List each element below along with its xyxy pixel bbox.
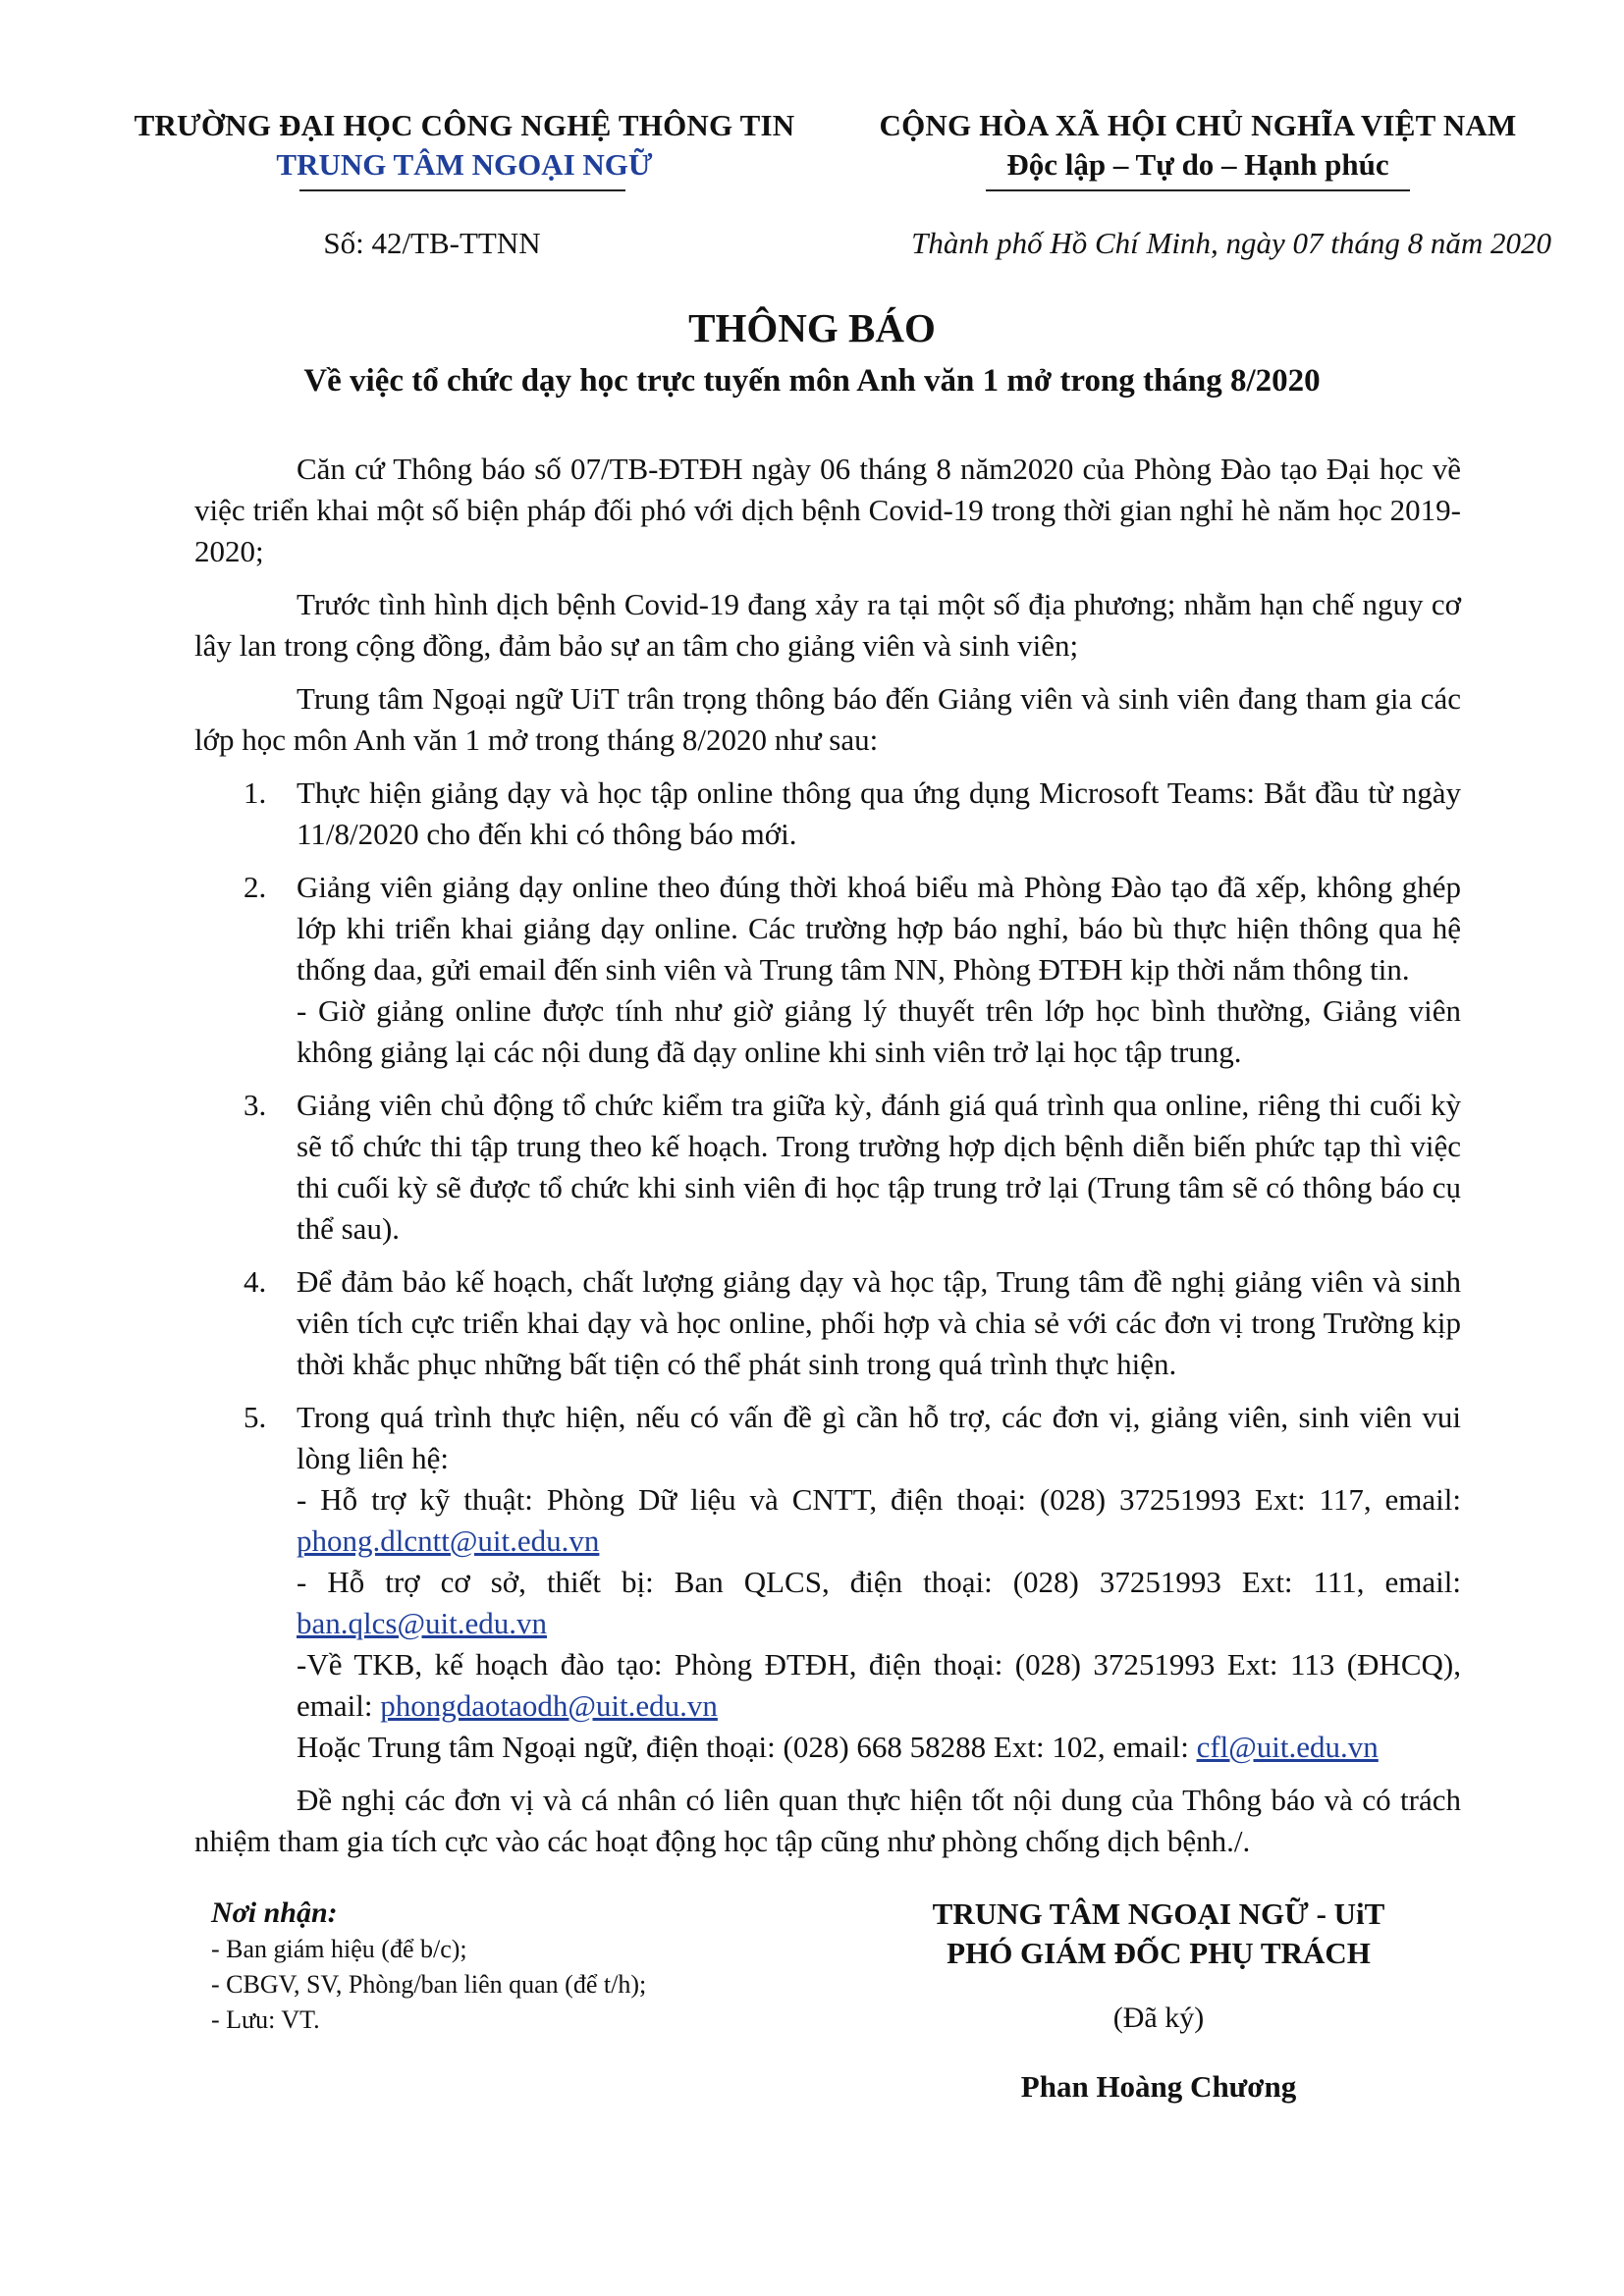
closing-paragraph: Đề nghị các đơn vị và cá nhân có liên quan thực hiện tốt nội dung của Thông báo và có trách nhiệm tham gia tích cực vào các hoạt động học tập cũng như phòng chống dịch bệnh./. (194, 1783, 1461, 1858)
recipient-item: - CBGV, SV, Phòng/ban liên quan (để t/h); (211, 1970, 647, 1999)
center-name: TRUNG TÂM NGOẠI NGỮ (276, 147, 653, 182)
paragraph-basis: Căn cứ Thông báo số 07/TB-ĐTĐH ngày 06 tháng 8 năm2020 của Phòng Đào tạo Đại học về việc triển khai một số biện pháp đối phó với dịch bệnh Covid-19 trong thời gian nghỉ hè năm học 2019-2020; (194, 452, 1461, 568)
motto-underline (986, 189, 1410, 191)
contact-center-text: Hoặc Trung tâm Ngoại ngữ, điện thoại: (028) 668 58288 Ext: 102, email: (297, 1730, 1189, 1764)
list-item-text: Giảng viên chủ động tổ chức kiểm tra giữa kỳ, đánh giá quá trình qua online, riêng thi cuối kỳ sẽ tổ chức thi tập trung theo kế hoạch. Trong trường hợp dịch bệnh diễn biến phức tạp thì việc thi cuối kỳ sẽ được tổ chức khi sinh viên đi học tập trung trở lại (Trung tâm sẽ có thông báo cụ thể sau). (297, 1088, 1461, 1246)
national-title: CỘNG HÒA XÃ HỘI CHỦ NGHĨA VIỆT NAM (879, 108, 1517, 142)
list-number: 4. (244, 1264, 267, 1299)
recipient-item: - Lưu: VT. (211, 2005, 320, 2034)
issuer-header (108, 106, 821, 185)
list-item-text: Thực hiện giảng dạy và học tập online thông qua ứng dụng Microsoft Teams: Bắt đầu từ ngày 11/8/2020 cho đến khi có thông báo mới. (297, 775, 1461, 851)
list-item (194, 1397, 1461, 1768)
list-item-text: Để đảm bảo kế hoạch, chất lượng giảng dạy và học tập, Trung tâm đề nghị giảng viên và sinh viên tích cực triển khai dạy và học online, phối hợp và chia sẻ với các đơn vị trong Trường kịp thời khắc phục những bất tiện có thể phát sinh trong quá trình thực hiện. (297, 1264, 1461, 1381)
list-number: 3. (244, 1088, 267, 1122)
recipients-heading: Nơi nhận: (211, 1896, 338, 1929)
contact-facility-text: - Hỗ trợ cơ sở, thiết bị: Ban QLCS, điện thoại: (028) 37251993 Ext: 111, email: (297, 1565, 1461, 1599)
document-number: Số: 42/TB-TTNN (323, 226, 541, 260)
list-item (194, 867, 1461, 1073)
contact-tkb (297, 1644, 1461, 1727)
document-body (194, 449, 1461, 1874)
list-item-subnote: - Giờ giảng online được tính như giờ giảng lý thuyết trên lớp học bình thường, Giảng viên không giảng lại các nội dung đã dạy online khi sinh viên trở lại học tập trung. (297, 993, 1461, 1069)
document-title: THÔNG BÁO (688, 305, 936, 350)
university-name: TRƯỜNG ĐẠI HỌC CÔNG NGHỆ THÔNG TIN (134, 108, 795, 142)
contact-tech-email-link[interactable]: phong.dlcntt@uit.edu.vn (297, 1523, 600, 1558)
issuer-underline (299, 189, 625, 191)
signed-note: (Đã ký) (1112, 2002, 1205, 2034)
contact-facility-email-link[interactable]: ban.qlcs@uit.edu.vn (297, 1606, 547, 1640)
paragraph-announcement: Trung tâm Ngoại ngữ UiT trân trọng thông báo đến Giảng viên và sinh viên đang tham gia các lớp học môn Anh văn 1 mở trong tháng 8/2020 như sau: (194, 681, 1461, 757)
signature-org: TRUNG TÂM NGOẠI NGỮ - UiT (932, 1896, 1385, 1931)
contact-tech (297, 1479, 1461, 1562)
list-item (194, 1085, 1461, 1250)
contact-tkb-text: -Về TKB, kế hoạch đào tạo: Phòng ĐTĐH, điện thoại: (028) 37251993 Ext: 113 (ĐHCQ), email: (297, 1647, 1461, 1723)
contact-tech-text: - Hỗ trợ kỹ thuật: Phòng Dữ liệu và CNTT, điện thoại: (028) 37251993 Ext: 117, email: (297, 1482, 1461, 1517)
list-number: 2. (244, 870, 267, 904)
list-number: 1. (244, 775, 267, 810)
list-number: 5. (244, 1400, 267, 1434)
signature-role: PHÓ GIÁM ĐỐC PHỤ TRÁCH (947, 1936, 1371, 1970)
recipients-block (211, 1895, 839, 2038)
contact-tkb-email-link[interactable]: phongdaotaodh@uit.edu.vn (380, 1688, 718, 1723)
place-date: Thành phố Hồ Chí Minh, ngày 07 tháng 8 năm 2020 (911, 226, 1551, 260)
list-item-text: Giảng viên giảng dạy online theo đúng thời khoá biểu mà Phòng Đào tạo đã xếp, không ghép lớp khi triển khai giảng dạy online. Các trường hợp báo nghỉ, báo bù thực hiện thông qua hệ thống daa, gửi email đến sinh viên và Trung tâm NN, Phòng ĐTĐH kịp thời nắm thông tin. (297, 870, 1461, 987)
national-motto: Độc lập – Tự do – Hạnh phúc (1006, 147, 1389, 182)
list-item-text: Trong quá trình thực hiện, nếu có vấn đề gì cần hỗ trợ, các đơn vị, giảng viên, sinh viên vui lòng liên hệ: (297, 1400, 1461, 1475)
signer-name: Phan Hoàng Chương (1020, 2069, 1297, 2104)
contact-facility (297, 1562, 1461, 1644)
document-subtitle: Về việc tổ chức dạy học trực tuyến môn Anh văn 1 mở trong tháng 8/2020 (303, 363, 1321, 399)
numbered-list (194, 773, 1461, 1768)
contact-center (297, 1727, 1461, 1768)
paragraph-context: Trước tình hình dịch bệnh Covid-19 đang xảy ra tại một số địa phương; nhằm hạn chế nguy cơ lây lan trong cộng đồng, đảm bảo sự an tâm cho giảng viên và sinh viên; (194, 587, 1461, 663)
signature-block (815, 1895, 1502, 2107)
recipient-item: - Ban giám hiệu (để b/c); (211, 1935, 467, 1963)
list-item (194, 1261, 1461, 1385)
contact-center-email-link[interactable]: cfl@uit.edu.vn (1196, 1730, 1379, 1764)
national-header (854, 106, 1542, 185)
list-item (194, 773, 1461, 855)
